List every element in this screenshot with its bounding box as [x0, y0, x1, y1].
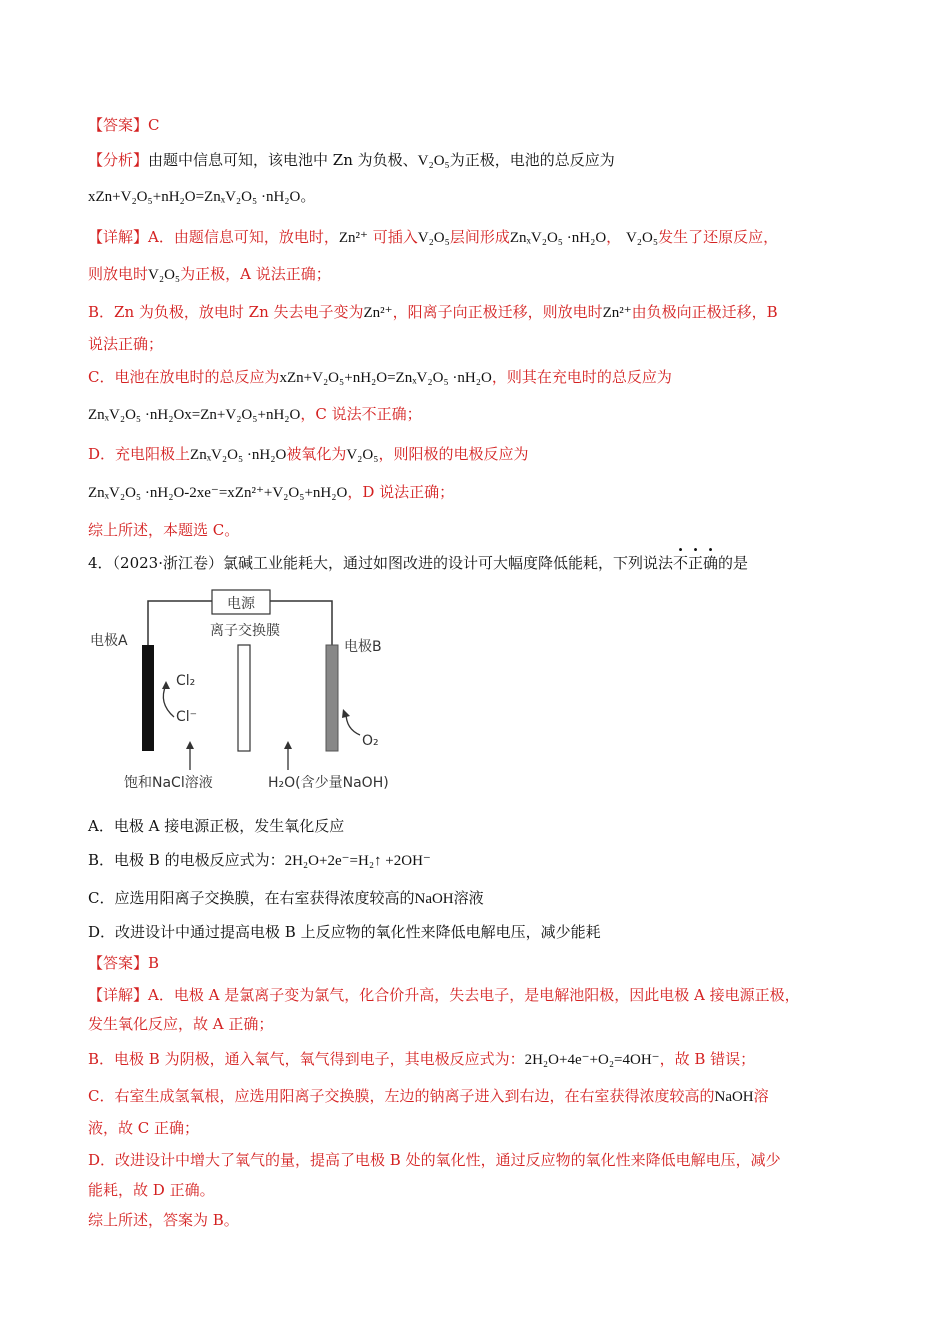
electrode-a-label: 电极A	[90, 633, 128, 649]
cl2-label: Cl₂	[176, 673, 196, 689]
detail4-c-line1: C．右室生成氢氧根，应选用阳离子交换膜，左边的钠离子进入到右边，在右室获得浓度较高的NaOH溶	[88, 1087, 769, 1105]
detail3-a-line2: 则放电时V₂O₅为正极，A 说法正确；	[88, 265, 331, 283]
detail3-c-line2: ZnₓV₂O₅ ·nH₂Ox=Zn+V₂O₅+nH₂O，C 说法不正确；	[88, 405, 422, 423]
right-inflow-head	[284, 741, 292, 749]
right-solution-label: H₂O(含少量NaOH)	[268, 775, 389, 791]
answer-value: C	[148, 116, 160, 134]
o2-arrow-head	[342, 709, 350, 718]
detail3-b-line1: B．Zn 为负极，放电时 Zn 失去电子变为Zn²⁺，阳离子向正极迁移，则放电时Zn²⁺由负极向正极迁移，B	[88, 303, 778, 321]
detail4-a-line2: 发生氧化反应，故 A 正确；	[88, 1015, 274, 1033]
detail4-b: B．电极 B 为阴极，通入氧气，氧气得到电子，其电极反应式为：2H₂O+4e⁻+O₂=4OH⁻，故 B 错误；	[88, 1050, 756, 1068]
detail4-summary: 综上所述，答案为 B。	[88, 1211, 239, 1229]
answer-label: 【答案】	[88, 116, 149, 134]
membrane-label: 离子交换膜	[210, 623, 280, 639]
detail4-c-line2: 液，故 C 正确；	[88, 1119, 200, 1137]
analysis-line-3: 【分析】由题中信息可知，该电池中 Zn 为负极、V₂O₅为正极，电池的总反应为	[88, 151, 615, 169]
ion-exchange-membrane	[238, 645, 250, 751]
detail3-c-line1: C．电池在放电时的总反应为xZn+V₂O₅+nH₂O=ZnₓV₂O₅ ·nH₂O，则其在充电时的总反应为	[88, 368, 672, 386]
power-label: 电源	[227, 596, 255, 612]
left-inflow-head	[186, 741, 194, 749]
answer-line-4: 【答案】B	[88, 954, 160, 972]
analysis-formula-3: xZn+V₂O₅+nH₂O=ZnₓV₂O₅ ·nH₂O。	[88, 189, 316, 205]
detail3-summary: 综上所述，本题选 C。	[88, 521, 240, 539]
left-solution-label: 饱和NaCl溶液	[124, 775, 213, 791]
detail3-b-line2: 说法正确；	[88, 335, 164, 353]
electrode-a	[142, 645, 154, 751]
detail3-a-line1: 【详解】A．由题信息可知，放电时，Zn²⁺ 可插入V₂O₅层间形成ZnₓV₂O₅ ·nH₂O， V₂O₅发生了还原反应，	[88, 228, 779, 246]
detail4-a-line1: 【详解】A．电极 A 是氯离子变为氯气，化合价升高，失去电子，是电解池阳极，因此电极 A 接电源正极，	[88, 986, 800, 1004]
option-a: A．电极 A 接电源正极，发生氧化反应	[88, 817, 345, 835]
cl-arrow	[163, 685, 174, 717]
detail3-d-line1: D．充电阳极上ZnₓV₂O₅ ·nH₂O被氧化为V₂O₅，则阳极的电极反应为	[88, 445, 529, 463]
option-c: C．应选用阳离子交换膜，在右室获得浓度较高的NaOH溶液	[88, 889, 484, 907]
detail-label: 【详解】	[88, 228, 149, 246]
wire-left	[148, 601, 212, 645]
detail4-d-line2: 能耗，故 D 正确。	[88, 1181, 215, 1199]
question-4-stem: 4．（2023·浙江卷）氯碱工业能耗大，通过如图改进的设计可大幅度降低能耗，下列说法不正确的是	[88, 554, 749, 572]
detail3-d-line2: ZnₓV₂O₅ ·nH₂O-2xe⁻=xZn²⁺+V₂O₅+nH₂O，D 说法正确；	[88, 483, 455, 501]
cl-minus-label: Cl⁻	[176, 709, 198, 725]
electrode-b-label: 电极B	[344, 639, 382, 655]
o2-label: O₂	[362, 733, 379, 749]
answer-line-3	[88, 115, 160, 135]
question-number: 4．	[88, 554, 113, 572]
cl-arrow-head	[162, 681, 170, 689]
detail4-d-line1: D．改进设计中增大了氧气的量，提高了电极 B 处的氧化性，通过反应物的氧化性来降低电解电压，减少	[88, 1151, 781, 1169]
option-d: D．改进设计中通过提高电极 B 上反应物的氧化性来降低电解电压，减少能耗	[88, 923, 601, 941]
analysis-label: 【分析】	[88, 151, 149, 169]
electrode-b	[326, 645, 338, 751]
electrolysis-diagram	[88, 585, 428, 800]
option-b: B．电极 B 的电极反应式为：2H₂O+2e⁻=H₂↑ +2OH⁻	[88, 851, 431, 869]
